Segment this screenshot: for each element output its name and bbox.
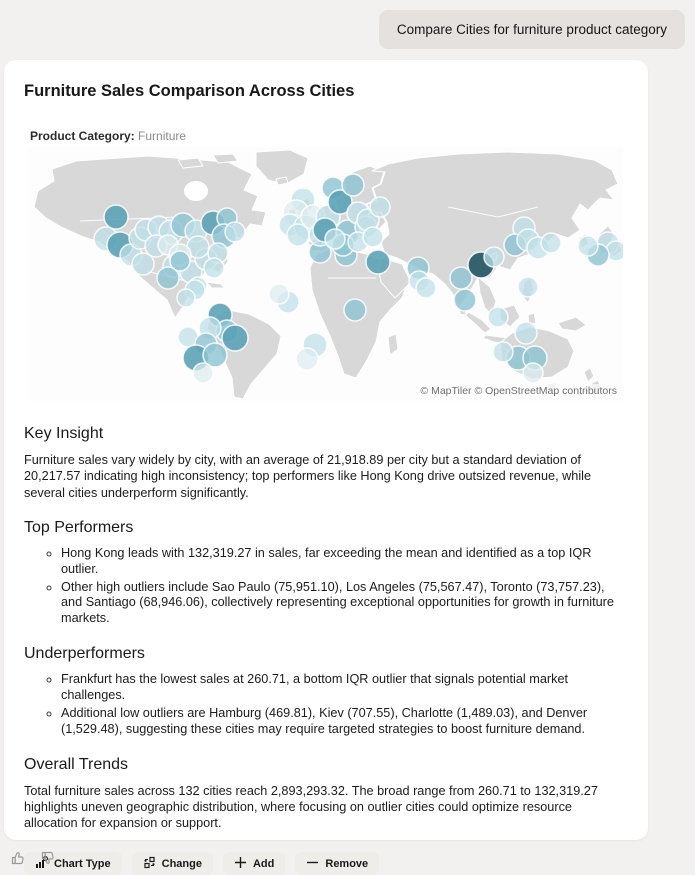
city-bubble[interactable] <box>518 277 538 297</box>
page-title: Furniture Sales Comparison Across Cities <box>24 82 355 100</box>
bullet-item: ◦ Other high outliers include Sao Paulo (75,951.10), Los Angeles (75,567.47), Toronto (73,757.23), and Santiago (68,946.06), collectively representing exceptional opportunities for growth in furniture markets. <box>61 580 628 628</box>
bullet-item: ◦ Additional low outliers are Hamburg (469.81), Kiev (707.55), Charlotte (1,489.03), and Denver (1,529.48), suggesting these cities may require targeted strategies to boost furniture demand. <box>61 706 628 738</box>
city-bubble[interactable] <box>578 236 598 256</box>
section-key-insight <box>24 425 628 501</box>
button-label: Chart Type <box>54 857 111 870</box>
change-icon <box>143 856 156 872</box>
city-bubble[interactable] <box>325 229 345 249</box>
map-block <box>28 129 623 401</box>
bullet-list <box>24 672 628 738</box>
city-bubble[interactable] <box>523 363 543 383</box>
map-attribution: © MapTiler © OpenStreetMap contributors <box>416 384 621 398</box>
city-bubble[interactable] <box>454 289 476 311</box>
answer-card <box>4 60 648 870</box>
thumbs-up-button[interactable] <box>8 848 28 868</box>
city-bubble[interactable] <box>225 222 245 242</box>
city-bubble[interactable] <box>193 363 213 383</box>
city-bubble[interactable] <box>416 278 436 298</box>
feedback-bar <box>8 848 58 868</box>
city-bubble[interactable] <box>204 258 224 278</box>
city-bubble[interactable] <box>493 342 513 362</box>
hudson-bay <box>184 181 208 201</box>
plus-icon <box>234 856 247 872</box>
category-label: Product Category: <box>30 129 135 143</box>
section-heading: Key Insight <box>24 425 104 442</box>
user-prompt-chip: Compare Cities for furniture product category <box>379 10 685 49</box>
city-bubble[interactable] <box>366 250 390 274</box>
bullet-item: ◦ Hong Kong leads with 132,319.27 in sales, far exceeding the mean and identified as a top IQR outlier. <box>61 546 628 578</box>
city-bubble[interactable] <box>370 197 390 217</box>
add-button[interactable] <box>223 852 285 875</box>
world-map[interactable] <box>28 147 623 401</box>
city-bubble[interactable] <box>287 224 309 246</box>
change-button[interactable] <box>132 852 213 875</box>
city-bubble[interactable] <box>344 299 366 321</box>
thumbs-up-icon <box>10 854 26 869</box>
city-bubble[interactable] <box>222 325 248 351</box>
city-bubble[interactable] <box>269 284 289 304</box>
city-bubble[interactable] <box>515 322 537 344</box>
insight-sections <box>24 425 628 831</box>
city-bubble[interactable] <box>342 174 364 196</box>
bullet-item: ◦ Frankfurt has the lowest sales at 260.71, a bottom IQR outlier that signals potential market challenges. <box>61 672 628 704</box>
remove-button[interactable] <box>295 852 379 875</box>
button-label: Remove <box>325 857 369 870</box>
city-bubble[interactable] <box>132 253 154 275</box>
section-top-performers <box>24 519 628 627</box>
city-bubble[interactable] <box>157 267 179 289</box>
button-label: Change <box>161 857 202 870</box>
thumbs-down-button[interactable] <box>38 848 58 868</box>
city-bubble[interactable] <box>541 233 561 253</box>
city-bubble[interactable] <box>177 289 195 307</box>
thumbs-down-icon <box>40 854 56 869</box>
bullet-list <box>24 546 628 627</box>
section-paragraph: Total furniture sales across 132 cities reach 2,893,293.32. The broad range from 260.71 to 132,319.27 highlights uneven geographic distribution, where focusing on outlier cities could optimize resource allocation for expansion or support. <box>24 783 598 831</box>
city-bubble[interactable] <box>104 205 128 229</box>
section-heading: Underperformers <box>24 645 145 663</box>
button-label: Add <box>252 857 275 870</box>
toolbar <box>24 852 630 875</box>
city-bubble[interactable] <box>363 227 383 247</box>
section-overall-trends <box>24 756 628 832</box>
minus-icon <box>306 856 319 872</box>
section-paragraph: Furniture sales vary widely by city, with an average of 21,918.89 per city but a standard deviation of 20,217.57 indicating high inconsistency; top performers like Hong Kong drive outsized revenue, while several cities underperform significantly. <box>24 453 592 500</box>
section-heading: Overall Trends <box>24 755 129 773</box>
city-bubble[interactable] <box>484 247 504 267</box>
city-bubble[interactable] <box>488 307 508 327</box>
category-value: Furniture <box>138 129 187 143</box>
city-bubble[interactable] <box>296 348 318 370</box>
section-underperformers <box>24 645 628 738</box>
section-heading: Top Performers <box>24 518 134 536</box>
category-line <box>30 129 623 143</box>
